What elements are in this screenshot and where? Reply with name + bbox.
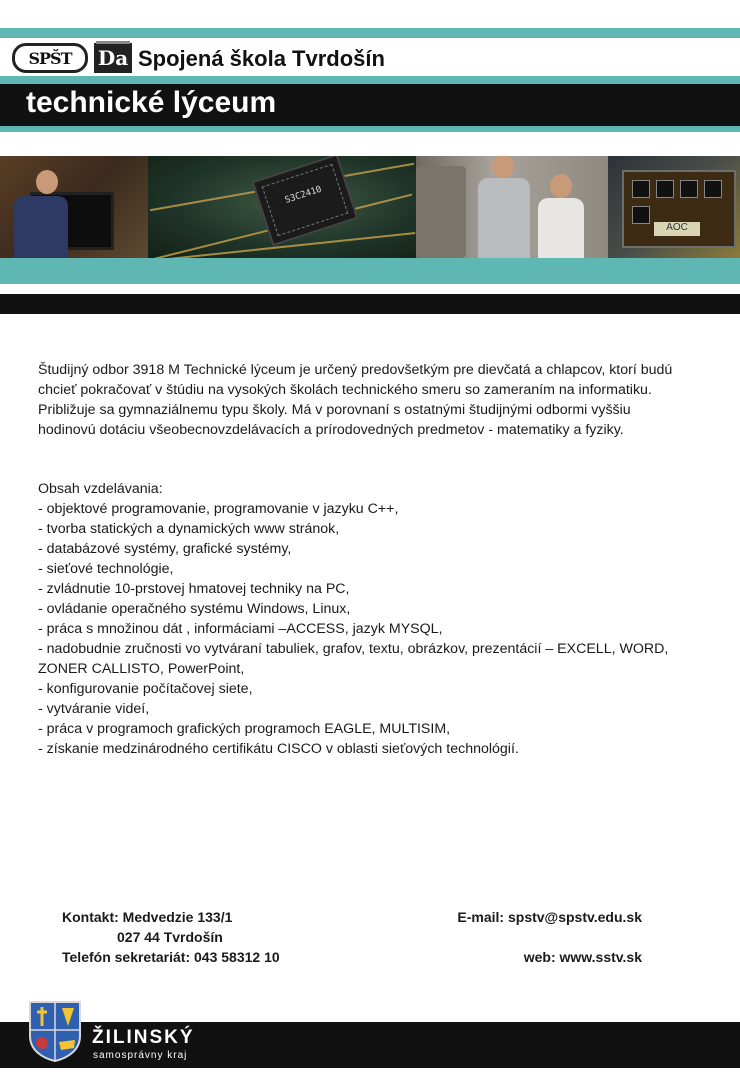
mid-teal-stripe <box>0 76 740 84</box>
school-name: Spojená škola Tvrdošín <box>138 46 385 71</box>
page-title: technické lýceum <box>26 86 277 119</box>
intro-paragraph: Študijný odbor 3918 M Technické lýceum je určený predovšetkým pre dievčatá a chlapcov, ktorí budú chcieť pokračovať v štúdiu na vysokých školách technického smeru so zameraním na informatiku. Približuje sa gymnaziálnemu typu školy. Má v porovnaní s ostatnými študijnými odbormi vyššiu hodinovú dotáciu všeobecnovzdelávacích a prírodovedných predmetov - matematiky a fyziky. <box>38 362 673 438</box>
person-body <box>478 178 530 258</box>
contact-online <box>457 907 642 967</box>
chip-label: S3C2410 <box>283 184 324 206</box>
content-list <box>38 499 698 759</box>
region-name: ŽILINSKÝ <box>92 1027 195 1048</box>
list-item: - konfigurovanie počítačovej siete, <box>38 681 253 697</box>
top-teal-stripe <box>0 28 740 38</box>
photo-students <box>416 156 608 258</box>
lower-black-band <box>0 294 740 314</box>
list-item: - zvládnutie 10-prstovej hmatovej techniky na PC, <box>38 581 350 597</box>
photo-circuit-chip <box>148 156 416 258</box>
contact-phone: Telefón sekretariát: 043 58312 10 <box>62 949 280 965</box>
board-label: AOC <box>654 222 700 236</box>
board-component <box>632 206 650 224</box>
list-item: - sieťové technológie, <box>38 561 174 577</box>
contact-email[interactable]: E-mail: spstv@spstv.edu.sk <box>457 909 642 925</box>
board-component <box>632 180 650 198</box>
chip-icon <box>252 156 359 246</box>
region-subtitle: samosprávny kraj <box>93 1050 188 1061</box>
list-item: - tvorba statických a dynamických www stránok, <box>38 521 340 537</box>
list-item: - práca s množinou dát , informáciami –ACCESS, jazyk MYSQL, <box>38 621 443 637</box>
board-component <box>704 180 722 198</box>
contact-block <box>62 907 280 967</box>
lower-teal-band <box>0 258 740 284</box>
list-item: - získanie medzinárodného certifikátu CISCO v oblasti sieťových technológií. <box>38 741 519 757</box>
contact-address: Kontakt: Medvedzie 133/1 <box>62 909 233 925</box>
person-head <box>36 170 58 194</box>
logo-da: Da <box>94 43 132 73</box>
circuit-board-icon <box>622 170 736 248</box>
person-body <box>538 198 584 258</box>
background-person <box>416 166 466 258</box>
person-body <box>14 196 68 258</box>
contact-city: 027 44 Tvrdošín <box>117 929 223 945</box>
person-head <box>492 156 514 178</box>
list-item: - ovládanie operačného systému Windows, Linux, <box>38 601 351 617</box>
list-item: - práca v programoch grafických programoch EAGLE, MULTISIM, <box>38 721 451 737</box>
list-item: - vytváranie videí, <box>38 701 150 717</box>
under-title-stripe <box>0 126 740 132</box>
school-logo <box>12 42 132 74</box>
contact-web[interactable]: web: www.sstv.sk <box>523 949 642 965</box>
list-item: - nadobudnie zručnosti vo vytváraní tabuliek, grafov, textu, obrázkov, prezentácií – EXCELL, WORD, ZONER CALLISTO, PowerPoint, <box>38 641 669 677</box>
photo-electronics-board <box>608 156 740 258</box>
board-component <box>656 180 674 198</box>
board-component <box>680 180 698 198</box>
person-head <box>550 174 572 198</box>
list-item: - objektové programovanie, programovanie v jazyku C++, <box>38 501 399 517</box>
coat-of-arms-icon <box>28 1000 82 1062</box>
list-item: - databázové systémy, grafické systémy, <box>38 541 292 557</box>
logo-spsts: SPŠT <box>12 43 88 73</box>
content-heading: Obsah vzdelávania: <box>38 481 163 497</box>
photo-student-computer <box>0 156 148 258</box>
photo-strip <box>0 156 740 258</box>
